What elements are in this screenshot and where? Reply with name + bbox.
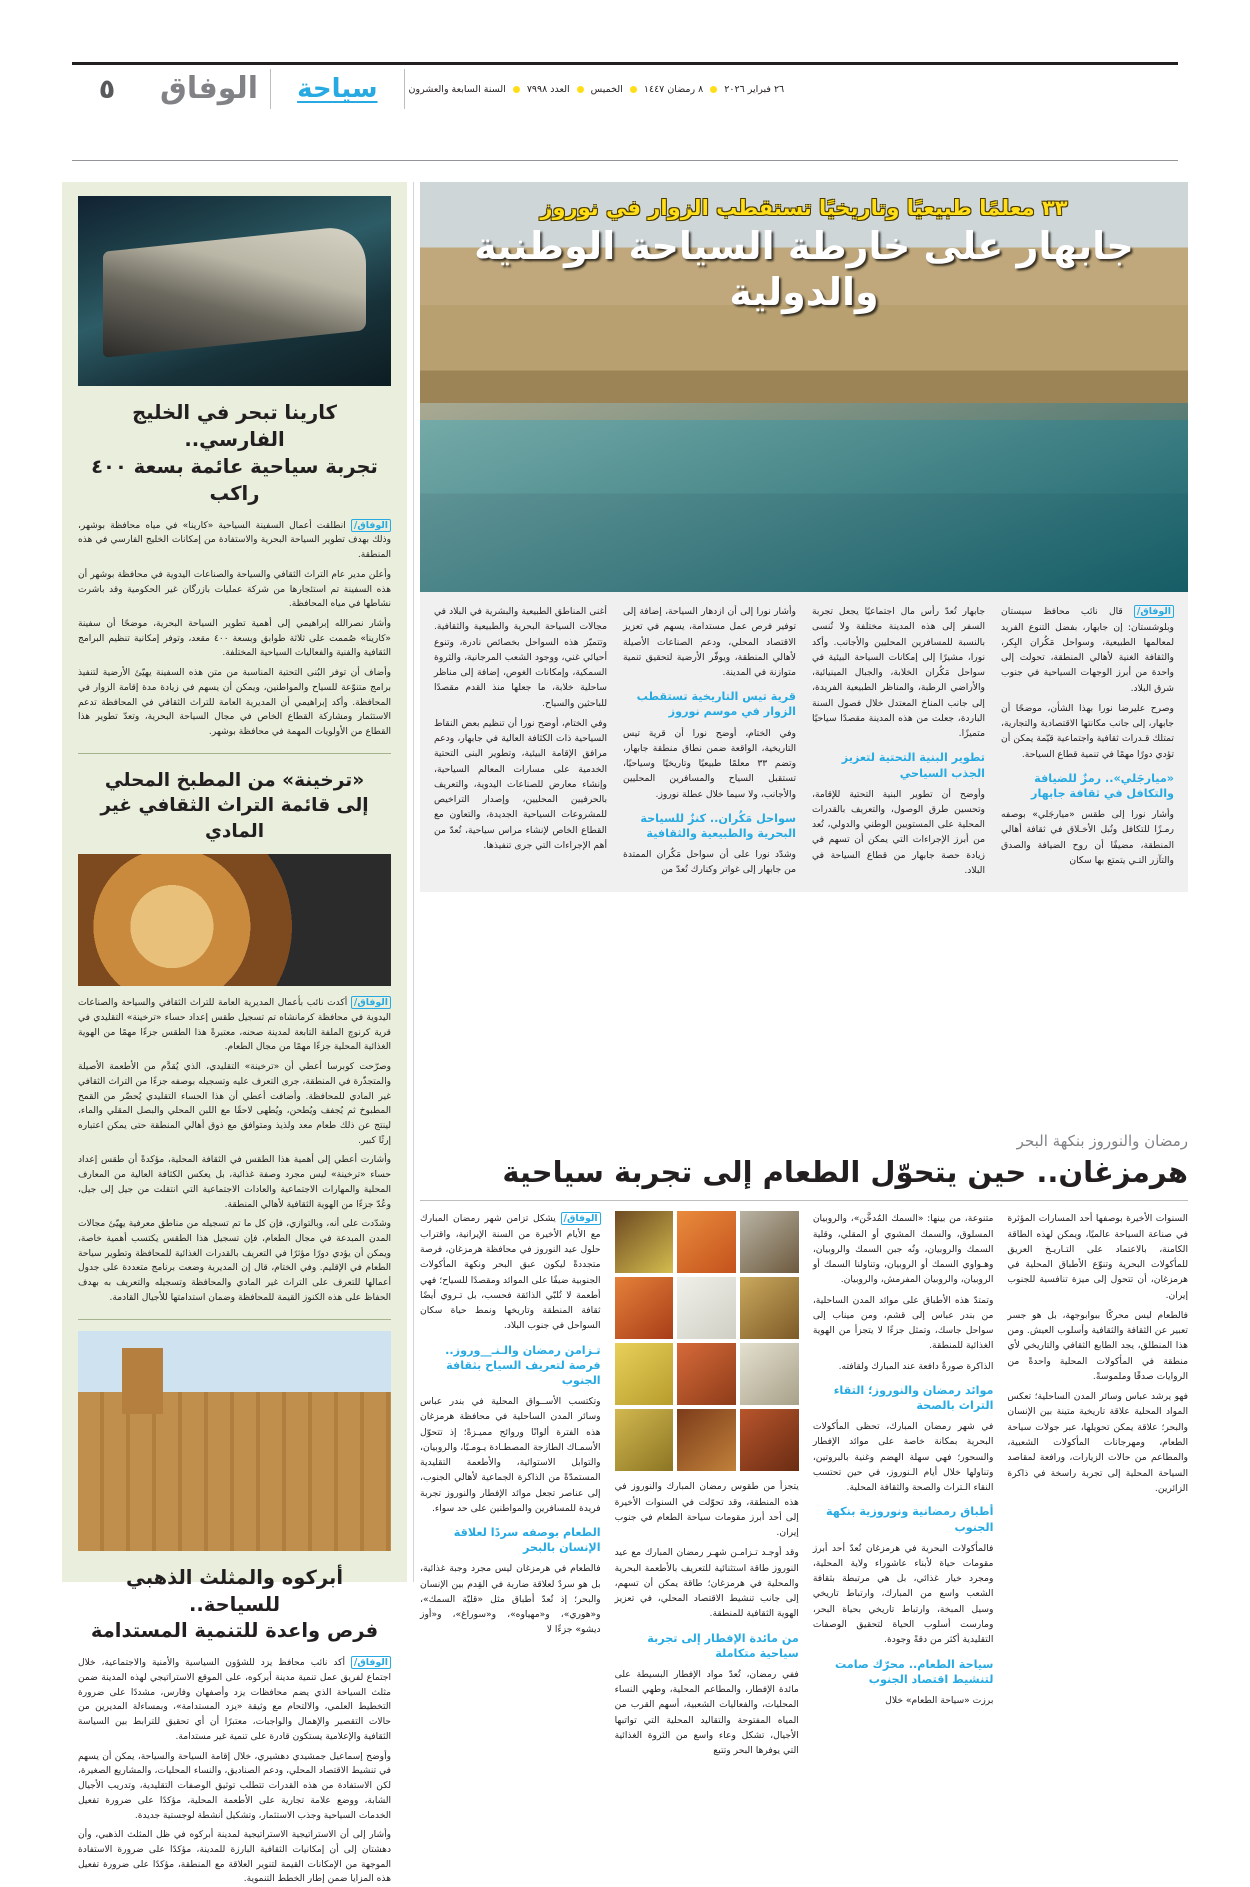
food-photo [677,1277,736,1339]
sidebar-headline-tarkhineh [80,768,389,845]
paragraph: فالطعام في هرمزغان ليس مجرد وجبة غذائية، بل هو سردٌ لعلاقة ضاربة في القِدم بين الإنسان والبحر؛ إذ تُعدّ أطباق مثل «قليّة السمك»، و«هوري»، و«مهياوه»، و«سوراغ»، و«أوز ديشو» جزءًا لا [420,1563,601,1636]
paragraph: وأضاف أن توفر البُنى التحتية المناسبة من متن هذه السفينة يهيّئ الأرضية لتنفيذ برامج متنوّعة للسياح والمواطنين، ويمكن أن يسهم في زيادة مدة إقامة الزوار في المحافظة. وأكد إبراهيمي أن المديرية العامة للتراث الثقافي في المحافظة تدعم الاستثمار ومشاركة القطاع الخاص في مجال السياحة البحرية، وتعدّ تطوير هذا القطاع من الأولويات المهمة في محافظة بوشهر. [78,668,391,737]
sidebar-body-tarkhineh [78,995,391,1305]
subheading: موائد رمضان والنوروز؛ التقاء التراث بالصحة [833,1383,994,1413]
paragraph: السنوات الأخيرة بوصفها أحد المسارات المؤثرة في صناعة السياحة عالميًا، ويمكن لهذه الطاقة الكامنة، بالاعتماد على التـاريـخ العريق للمأكولات البحرية وتنوّع الأطباق المحلية في هرمزغان، أن تتحول إلى ميزة تنافسية للجنوب إيران. [1007,1213,1188,1301]
paragraph: جابهار تُعدّ رأس مال اجتماعيًا يجعل تجربة السفر إلى هذه المدينة مختلفة ولا تُنسى بالنسبة للمسافرين المحليين والأجانب. وأكد نورا، مشيرًا إلى إمكانات السياحة البيئية في سواحل مَكُران الخلابة، والجبال المينيائية، والأراضي الرطبة، والمناظر الطبيعية الفريدة، إلى جانب المناخ المعتدل خلال فصول السنة الباردة، جعلت من هذه المدينة مقصدًا سياحيًا متميزًا. [812,606,985,740]
paragraph: وصرح عليرضا نورا بهذا الشأن، موضحًا أن جابهار، إلى جانب مكانتها الاقتصادية والتجارية، تمتلك قـدرات ثقافية واجتماعية قيّمة يمكن أن تؤدي دورًا مهمًا في تنمية قطاع السياحة. [1001,702,1174,760]
food-photo [740,1277,799,1339]
headline-line-1: كارينا تبحر في الخليج الفارسي.. [132,401,337,451]
food-photo [740,1211,799,1273]
paragraph: أكدت نائب بأعمال المديرية العامة للتراث الثقافي والسياحة والصناعات اليدوية في محافظة كرمانشاه تم تسجيل طقس إعداد حساء «ترخينة» التقليدي في قرية كرنوچ الملفة التابعة لمدينة صحنه، معتبرةً هذا الطقس جزءًا مهمًا من الهوية الغذائية المحلية جزءًا مهمًا من مجال الطعام. [78,998,391,1053]
chabahar-coast-photo [420,182,1188,592]
lead-tag: الوفاق/ [351,1656,391,1669]
paragraph: وأشار نورا إلى طقس «ميارجَلي» بوصفه رمـزًا للتكافل وتُبل الأخـلاق في ثقافة أهالي المنطقة، مضيفًا أن روح الضيافة والصدق والتآزر التـي يتمتع بها سكان [1001,809,1174,867]
main-headline: جابهار على خارطة السياحة الوطنية والدولية [474,224,1134,314]
separator-dot-icon [577,86,584,93]
paragraph: وأعلن مدير عام التراث الثقافي والسياحة والصناعات اليدوية في محافظة بوشهر أن هذه السفينة تم استئجارها من شركة عمليات بازرگان غير الحكومية وقد باشرت نشاطها في مياه المحافظة. [78,569,391,610]
paragraph: متنوعة، من بينها: «السمك المُدخَّن»، والروبيان المسلوق، والسمك المشوي أو المقلي، وقلية السمك والروبيان، وتُه جبن السمك والروبيان، وهـواوي السمك أو الروبيان، وتناولنا السمك أو الروبيان، والروبيان المفرمش، والروبيان. [812,1213,994,1286]
paragraph-text: يشكل تزامن شهر رمضان المبارك مع الأيام الأخيرة من السنة الإيرانية، واقتراب حلول عيد النوروز في محافظة هرمزغان، فرصة متجددةً ليكون عبق البحر ونكهة المأكولات الجنوبية ضيفًا على الموائد ومقصدًا للسياح؛ فهي أطعمة لا تُلبّي الذائقة فحسب، بل تـروي أيضًا ثقافة المنطقة وتاريخها ونمط حياة سكان السواحل في جنوب البلاد. [420,1213,601,1332]
paragraph: وأشار إلى أن الاستراتيجية الاستراتيجية لمدينة أبركوه في ظل المثلث الذهبي، وأن دهشتان إلى أن إمكانيات الثقافية البارزة للمدينة، مؤكدًا على ضرورة الاستفادة الموجهة من الإمكانات القيمة لتنوير العلاقة مع المنطقة، مؤكدًا على ضرورة تفعيل هذه المزايا ضمن إطار الخطط التنموية. [78,1830,391,1885]
header-divider-2 [404,69,405,109]
page-number: ٥ [98,73,116,105]
subheading: سياحة الطعام.. محرّك صامت لتنشيط اقتصاد الجنوب [834,1657,994,1686]
paragraph: يتجزأ من طقوس رمضان المبارك والنوروز في هذه المنطقة، وقد تحوّلت في السنوات الأخيرة إلى أحد أبرز مقومات سياحة الطعام في جنوب إيران. [614,1481,799,1539]
paragraph: وقد أوجـد تـزامـن شهـر رمضان المبارك مع عيد النوروز طاقة استثنائية للتعريف بالأطعمة البحرية والمحلية في هرمزغان؛ طاقة يمكن أن تسهم، إلى جانب تنشيط الاقتصاد المحلي، في تعزيز الهوية الثقافية للمنطقة. [614,1547,799,1620]
bottom-column-2 [615,1211,799,1763]
bottom-headline: هرمزغان.. حين يتحوّل الطعام إلى تجربة سياحية [502,1155,1188,1189]
lead-tag: الوفاق/ [351,519,391,532]
paragraph: وأشار نورا إلى أن ازدهار السياحة، إضافة إلى توفير فرص عمل مستدامة، يسهم في تعزيز الاقتصاد المحلي، ودعم الصناعات الأصيلة لأهالي المنطقة، ويوفّر الأرضية لتحقيق تنمية متوازنة في المدينة. [623,606,796,679]
page-header [72,65,1178,113]
paragraph: فهو يرشد عباس وسائر المدن الساحلية؛ تعكس المواد المحلية علاقة تاريخية متينة بين الإنسان والبحر؛ علاقة يمكن تحويلها، عبر جولات سياحة الطعام، ومهرجانات المأكولات الشعبية، والمطاعم من حالات الزيارات، ورافعة لمقاصد السياحة المحلية إلى تجربة راسخة في ذاكرة الزائرين. [1007,1391,1188,1494]
dateline-gregorian: ٢٦ فبراير ٢٠٢٦ [724,83,785,95]
sidebar-article-cruise [78,196,391,740]
paragraph: ففي رمضان، تُعدّ مواد الإفطار البسيطة على مائدة الإفطار، والمطاعم المحلية، وطهي النساء المحليات، والفعاليات الشعبية، أسهم القرب من المياه المفتوحة والتقاليد المحلية التي تواتبها الأجيال، تشكل وعاء واسع من الثروة الغذائية التي يوفرها البحر وتتبع [614,1668,799,1757]
subheading: الطعام بوصفه سردًا لعلاقة الإنسان بالبحر [453,1526,601,1555]
headline-line-1: أبركوه والمثلث الذهبي للسياحة.. [125,1565,344,1616]
abarkuh-castle-photo [78,1331,391,1551]
headline-line-2: فرص واعدة للتنمية المستدامة [90,1619,379,1643]
food-photo [615,1343,674,1405]
lead-tag: الوفاق/ [1134,605,1174,618]
subheading: قرية تيس التاريخية تستقطب الزوار في موسم نوروز [636,690,796,719]
paragraph [420,1211,601,1333]
paragraph: انطلقت أعمال السفينة السياحية «كارينا» في مياه محافظة بوشهر، وذلك بهدف تطوير السياحة البحرية والاستفادة من إمكانات الخليج الفارسي في هذه المنطقة. [78,520,391,561]
bottom-kicker: رمضان والنوروز بنكهة البحر [1016,1132,1188,1150]
masthead-title: الوفاق [160,71,259,106]
subheading: «ميارجَلي».. رمزٌ للضيافة والتكافل في ثقافة جابهار [1031,772,1174,801]
sidebar-separator [78,753,391,754]
dateline-hijri: ٨ رمضان ١٤٤٧ [643,83,704,95]
paragraph: وشدّدت على أنه، وبالتوازي، فإن كل ما تم تسجيله من مناطق معرفية يهيّئ مجالات المدن المبدعة في مجال الطعام، فإن تسجيل هذا الطقس يكتسب أهمية خاصة، ويمكن أن يؤدي دورًا مؤثرًا في التعريف بالقدرات الغذائية للمحافظة وتطوير سياحة الطعام في الإقليم. وفي الختام، قال إن المديرية وضعت برنامج متعددة على جدول أعمالها للتعرف على التراث غير المادي والمحافظة وتسجيله والتعريف به بهدف الحفاظ على هذه الكنوز القيمة للمحافظة وضمان استدامتها للأجيال القادمة. [78,1219,391,1303]
bottom-column-1 [420,1211,601,1763]
paragraph-text: قال نائب محافظ سيستان وبلوشستان: إن جابهار، بفضل التنوع الفريد لمعالمها الطبيعية، وسواحل مَكُران البِكر، والثقافة الغنية لأهالي المنطقة، تحولت إلى واحدة من أبرز الوجهات السياحية في جنوب شرق البلاد. [1001,606,1174,694]
subheading: أطباق رمضانية ونوروزية بنكهة الجنوب [826,1505,994,1534]
paragraph: فالطعام ليس محركًا ببوابوجهة، بل هو جسر تعبير عن الثقافة والثقافية وأسلوب العيش. ومن هذا المنطلق، يجد الطابع الثقافي والتاريخي لأي منطقة في المأكولات المحلية واحدةً من الروايات صدقًا وملموسةً. [1007,1309,1188,1382]
paragraph: وتكتسب الأســواق المحلية في بندر عباس وسائر المدن الساحلية في محافظة هرمزغان هذه الفترة ألوانًا وروائح مميـزةً؛ إذ تتحوّل الأسمـاك الطازجة المصطـادة يـومـيًا، والروبيان، والتوابل الاستوائية، والأطعمة التقليدية المستمدّةً من الذاكرة الجماعية لأهالي الجنوب، إلى عناصر تجعل موائد الإفطار والنوروز تجربة فريدة للمسافرين والمواطنين على حد سواء. [420,1396,601,1514]
paragraph: وأشار نصرالله إبراهيمي إلى أهمية تطوير السياحة البحرية، موضحًا أن سفينة «كارينا» صُممت على ثلاثة طوابق وبسعة ٤٠٠ مقعد، وتوفر إمكانية تنظيم البرامج الثقافية والفنية والفعاليات السياحية المختلفة. [78,618,391,659]
main-kicker: ٣٣ معلمًا طبيعيًا وتاريخيًا تستقطب الزوار في نوروز [540,196,1068,220]
tarkhineh-dish-photo [78,854,391,986]
subheading: تـزامن رمضان والـنـ__وروز.. فرصة لتعريف السياح بثقافة الجنوب [445,1343,601,1387]
paragraph: فالمأكولات البحرية في هرمزغان تُعدّ أحد أبرز مقومات حياة لأبناء عاشوراء ولاية المحلية، ومجرد خيار غذائي، بل هي مرتبطة بثقافة الشعب واسع من المبارك، وارتباط تاريخي وسيل المبخة، وارتباط تاريخي بحياة البحر، ومارست أسلوب الحياة لتحقيق الوصفات التقليدية أكثر من دقةً وجودة. [812,1542,994,1646]
main-article-body [420,592,1188,892]
paragraph: الذاكرة صورةٌ دافعة عند المبارك ولقافته. [838,1360,994,1372]
food-photo [615,1409,674,1471]
food-photo [740,1409,799,1471]
main-article [420,182,1188,892]
food-photo [615,1211,674,1273]
separator-dot-icon [630,86,637,93]
sidebar-body-abarkuh [78,1655,391,1887]
headline-line-1: «ترخينة» من المطبخ المحلي [104,769,365,791]
food-photo [677,1409,736,1471]
paragraph: وأوضح أن تطوير البنية التحتية للإقامة، وتحسين طرق الوصول، والتعريف بالقدرات المحلية على المستويين الوطني والدولي، تُعد من أبرز الإجراءات التي يمكن أن تسهم في زيادة حصة جابهار من قطاع السياحة في البلاد. [812,788,985,876]
dateline-weekday: الخميس [590,83,623,95]
header-divider [270,69,271,109]
lead-tag: الوفاق/ [561,1212,601,1225]
subheading: تطوير البنية التحتية لتعزيز الجذب السياحي [841,751,985,780]
sidebar-main-divider [413,182,414,1582]
paragraph [1001,604,1174,696]
paragraph: وشدّد نورا على أن سواحل مَكُران الممتدة من جابهار إلى غواتر وكنارك تُعدّ من [623,849,796,876]
sidebar-body-cruise [78,518,391,740]
section-title: سياحة [297,74,378,104]
dateline-issue: العدد ٧٩٩٨ [526,83,570,95]
bottom-rule [420,1200,1188,1201]
headline-line-2: تجربة سياحية عائمة بسعة ٤٠٠ راكب [91,454,378,505]
subheading: سواحل مَكُران.. كنزٌ للسياحة البحرية والطبيعية والثقافية [640,811,796,840]
bottom-column-4 [1007,1211,1188,1763]
masthead-bottom-rule [72,160,1178,161]
sidebar [62,182,407,1885]
food-photo [677,1211,736,1273]
main-columns [434,604,1174,878]
paragraph: وتمتدّ هذه الأطباق على موائد المدن الساحلية، من بندر عباس إلى قشم، ومن ميناب إلى سواحل جاسك، وتمثل جزءًا لا يتجزأ من الهوية الغذائية للمنطقة. [812,1294,994,1352]
dateline [405,84,1178,95]
lead-tag: الوفاق/ [351,996,391,1009]
headline-line-2: إلى قائمة التراث الثقافي غير المادي [100,795,369,842]
paragraph: وأوضح إسماعيل جمشيدي دهشيري، خلال إقامة السياحة والسياحة، يمكن أن يسهم في تنشيط الاقتصاد المحلي، ودعم الصناديق، والنساء المحليات، والمشاريع الصغيرة، لكن الاستفادة من هذه القدرات تتطلب توثيق الوصفات التقليدية، وتدريب الأجيال الشابة، ووضع علامة تجارية على الأطعمة المحلية، مؤكدًا على ضرورة تفعيل الخدمات السياحية وجذب الاستثمار، وتشكيل أنشطة لوجستية جديدة. [78,1751,391,1821]
sidebar-separator [78,1319,391,1320]
bottom-article [420,1132,1188,1763]
bottom-columns [420,1211,1188,1763]
paragraph: برزت «سياحة الطعام» خلال [885,1694,994,1706]
cruise-ship-photo [78,196,391,386]
dateline-year: السنة السابعة والعشرون [408,83,506,95]
paragraph: أكد نائب محافظ يزد للشؤون السياسية والأمنية والاجتماعية، خلال اجتماع لفريق عمل تنمية مدينة أبركوه، على الموقع الاستراتيجي لهذه المدينة ضمن مثلث السياحة الذي يضم محافظات يزد وأصفهان وفارس، مشددًا على ضرورة التخطيط العلمي، والالتحام مع وثيقة «يزد المستدامة»، وبمساءلة المديرين من حالات التقصير والإهمال والواجبات، معتبرًا أن أي تحقيق للترابط بين السياسة الثقافية والإعلامية يستكون قادرة على تنمية غير مستدامة. [78,1658,391,1742]
paragraph: وفي الختام، أوضح نورا أن قرية تيس التاريخية، الواقعة ضمن نطاق منطقة جابهار، وتضم ٣٣ معلمًا طبيعيًا وتاريخيًا وسياحيًا، تستقبل السياح والمسافرين المحليين والأجانب، ولا سيما خلال عطلة نوروز. [623,727,797,800]
paragraph: وصرّحت كوبرسا أعطي أن «ترخينة» التقليدي، الذي يُقدَّم من الأطعمة الأصيلة والمتجذّرة في المنطقة، جرى التعرف عليه وتسجيله بوصفه جزءًا من التراث الثقافي غير المادي للمحافظة. وأضافت أعطي أن هذا الحساء التقليدي يُحضّر من القمح المطبوخ ثم يُجفف ويُطحن، ويُطهى لاحقًا مع اللبن المحلي والبصل المقلي والماء، لينتج عن ذلك طعام معد ولذيذ ومتوافق مع ذوق أهالي المنطقة حتى يمكن اعتباره إرثًا كبير. [78,1062,391,1146]
sidebar-article-tarkhineh [78,768,391,1306]
bottom-column-3 [813,1211,994,1763]
paragraph: في شهر رمضان المبارك، تحظى المأكولات البحرية بمكانة خاصة على موائد الإفطار والسحور؛ فهي سهلة الهضم وغنية بالبروتين، وتناولها خلال أيام الـنوروز، في حين تحتسب النقاء الـتراث والصحة والثقافة المحلية. [812,1421,994,1494]
paragraph: أغنى المناطق الطبيعية والبشرية في البلاد في مجالات السياحة البحرية والطبيعية والثقافية. وتتميّز هذه السواحل بخصائص نادرة، وتنوع أحيائي غني، ووجود الشعب المرجانية، والثروة السمكية، وإمكانات الغوص، إضافة إلى مناظر ساحلية خلابة، ما جعلها منذ القدم مقصدًا للباحثين والسياح. [434,606,607,709]
paragraph: وأشارت أعطي إلى أهمية هذا الطقس في الثقافة المحلية، مؤكدةً أن طقس إعداد حساء «ترخينة» ليس مجرد وصفة غذائية، بل يعكس الكثافة العالية من المعارف المحلية والمهارات الاجتماعية والعادات الاجتماعية التي انتقلت من جيل إلى جيل، وعُدّ جزءًا من الهوية الثقافية لأهالي المنطقة. [78,1155,391,1210]
sidebar-headline-cruise [80,400,389,508]
food-photo [740,1343,799,1405]
sidebar-headline-abarkuh [80,1565,389,1646]
separator-dot-icon [513,86,520,93]
paragraph: وفي الختام، أوضح نورا أن تنظيم بعض النقاط السياحية ذات الكثافة العالية في جابهار، ودعم مرافق الإقامة البيئية، وتطوير البنى التحتية الخدمية على مسارات المعالم السياحية، وإنشاء معارض للصناعات اليدوية، والتعريف بالحرفيين المحليين، وإصدار التراخيص للمشروعات السياحية الجديدة، والتعاون مع القطاع الخاص لإنشاء مراس سياحية، تُعدّ من أهم الإجراءات التي جرى تنفيذها. [434,717,607,851]
seafood-dishes-collage [615,1211,799,1471]
separator-dot-icon [710,86,717,93]
subheading: من مائدة الإفطار إلى تجربة سياحية متكاملة [647,1631,799,1660]
food-photo [677,1343,736,1405]
sidebar-article-abarkuh [78,1331,391,1887]
food-photo [615,1277,674,1339]
